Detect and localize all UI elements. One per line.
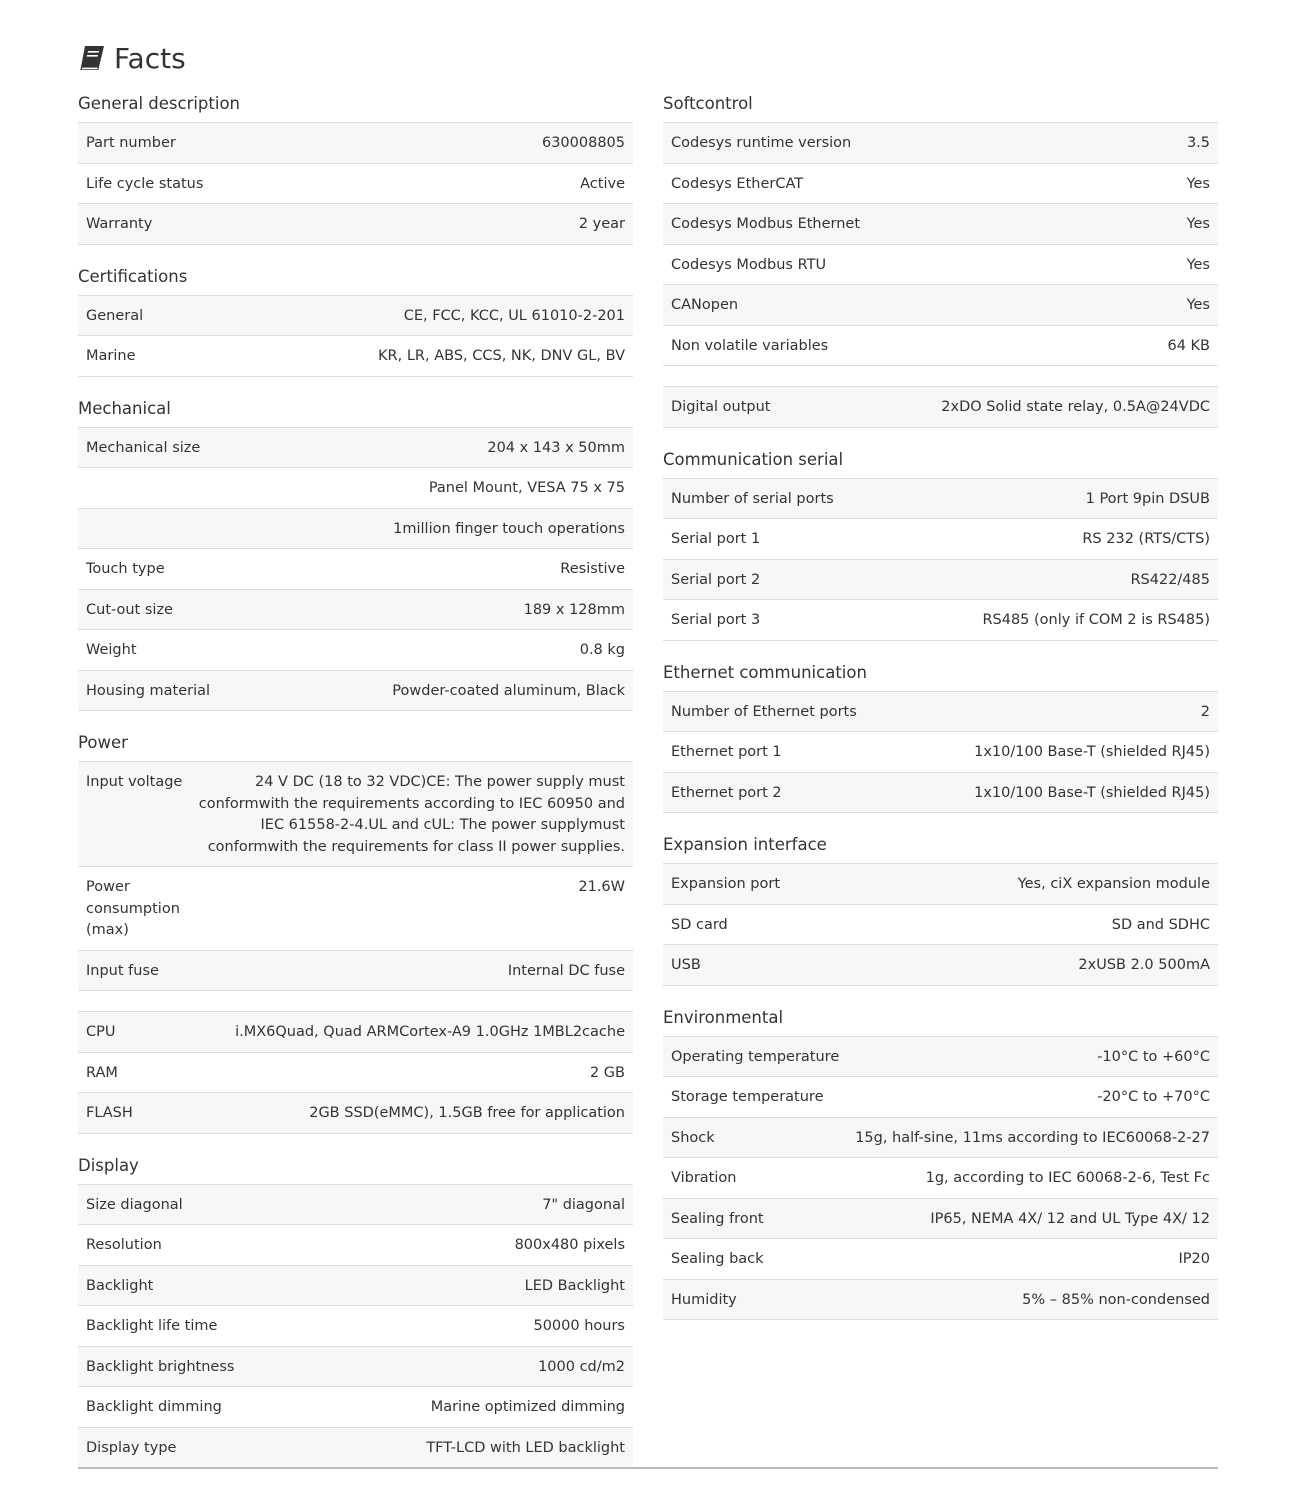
spec-row xyxy=(663,245,1218,286)
spec-value: 15g, half-sine, 11ms according to IEC60068-2-27 xyxy=(855,1129,1210,1146)
spec-value: 2 year xyxy=(578,216,625,232)
spec-label: Input voltage xyxy=(86,774,183,790)
spec-row xyxy=(663,285,1218,326)
spec-label: CANopen xyxy=(671,297,739,313)
spec-value: -10°C to +60°C xyxy=(1097,1048,1210,1065)
spec-table xyxy=(78,427,633,712)
spec-label: Ethernet port 1 xyxy=(671,744,782,760)
spec-label: Number of serial ports xyxy=(671,490,834,507)
spec-label: Non volatile variables xyxy=(671,337,829,354)
page-title-text: Facts xyxy=(114,41,186,75)
section-environmental xyxy=(663,1004,1218,1321)
spec-row xyxy=(663,732,1218,773)
spec-label: Serial port 2 xyxy=(671,571,761,588)
spec-row xyxy=(78,762,633,867)
section-group-4 xyxy=(78,1011,633,1134)
spec-label: Codesys Modbus Ethernet xyxy=(671,216,861,232)
right-column xyxy=(663,90,1218,1338)
section-display xyxy=(78,1152,633,1469)
spec-label: Display type xyxy=(86,1439,177,1456)
spec-label: Serial port 3 xyxy=(671,612,761,628)
spec-value: 630008805 xyxy=(541,135,625,151)
spec-value: RS422/485 xyxy=(1130,571,1210,588)
spec-row xyxy=(663,600,1218,641)
spec-row xyxy=(663,479,1218,520)
spec-value: 2xDO Solid state relay, 0.5A@24VDC xyxy=(941,399,1210,415)
spec-label: Touch type xyxy=(86,561,165,577)
spec-row xyxy=(78,1093,633,1134)
spec-value: Yes xyxy=(1186,256,1210,273)
spec-value: 64 KB xyxy=(1167,337,1210,354)
spec-label: Backlight dimming xyxy=(86,1399,222,1415)
section-title: Ethernet communication xyxy=(663,662,867,682)
section-general-description xyxy=(78,90,633,245)
spec-row xyxy=(78,1012,633,1053)
spec-value: Resistive xyxy=(560,561,625,577)
spec-row xyxy=(663,123,1218,164)
spec-label: Life cycle status xyxy=(86,175,204,192)
spec-label: Part number xyxy=(86,135,176,151)
spec-value: 2 GB xyxy=(589,1064,625,1081)
spec-value: LED Backlight xyxy=(524,1277,625,1294)
spec-table xyxy=(663,863,1218,986)
spec-value: Yes xyxy=(1186,216,1210,232)
spec-label: General xyxy=(86,307,144,324)
spec-row xyxy=(78,336,633,377)
spec-row xyxy=(78,951,633,992)
spec-value: TFT-LCD with LED backlight xyxy=(426,1439,625,1456)
spec-label: Backlight brightness xyxy=(86,1358,235,1375)
spec-label: Number of Ethernet ports xyxy=(671,703,857,720)
spec-label: Codesys EtherCAT xyxy=(671,175,804,192)
section-title: Communication serial xyxy=(663,449,844,469)
spec-row xyxy=(663,326,1218,367)
spec-label: Vibration xyxy=(671,1170,737,1186)
spec-label: Expansion port xyxy=(671,876,780,892)
section-title: General description xyxy=(78,94,241,113)
spec-value: 800x480 pixels xyxy=(514,1237,625,1253)
spec-value: KR, LR, ABS, CCS, NK, DNV GL, BV xyxy=(378,348,625,364)
spec-row xyxy=(663,1280,1218,1321)
spec-label: Shock xyxy=(671,1129,715,1146)
spec-value: 189 x 128mm xyxy=(523,601,625,618)
spec-value: Yes xyxy=(1186,175,1210,192)
spec-row xyxy=(78,1387,633,1428)
spec-value: 2xUSB 2.0 500mA xyxy=(1078,957,1210,973)
spec-value: SD and SDHC xyxy=(1111,916,1210,933)
section-communication-serial xyxy=(663,446,1218,641)
spec-table xyxy=(663,691,1218,814)
spec-label: Backlight life time xyxy=(86,1318,218,1334)
spec-label: Weight xyxy=(86,642,137,658)
spec-row xyxy=(663,773,1218,814)
spec-label: Backlight xyxy=(86,1277,154,1294)
spec-table xyxy=(78,1184,633,1469)
section-title: Mechanical xyxy=(78,398,171,418)
spec-label: USB xyxy=(671,957,701,973)
spec-value: 0.8 kg xyxy=(579,642,625,658)
spec-table xyxy=(663,122,1218,366)
spec-value: IP20 xyxy=(1178,1251,1210,1267)
spec-label: Resolution xyxy=(86,1237,162,1253)
section-title: Expansion interface xyxy=(663,835,827,854)
spec-label: Marine xyxy=(86,348,136,364)
spec-label: Housing material xyxy=(86,682,211,699)
spec-label: Operating temperature xyxy=(671,1048,840,1065)
spec-value: i.MX6Quad, Quad ARMCortex-A9 1.0GHz 1MBL2cache xyxy=(235,1024,625,1040)
spec-row xyxy=(663,519,1218,560)
spec-row xyxy=(78,1225,633,1266)
spec-row xyxy=(78,296,633,337)
spec-row xyxy=(78,1053,633,1094)
spec-value: Powder-coated aluminum, Black xyxy=(392,682,625,699)
spec-value: RS485 (only if COM 2 is RS485) xyxy=(982,612,1210,628)
spec-label: Humidity xyxy=(671,1291,737,1308)
section-title: Environmental xyxy=(663,1007,784,1027)
spec-label: Storage temperature xyxy=(671,1089,824,1105)
spec-row xyxy=(78,164,633,205)
spec-value: Marine optimized dimming xyxy=(430,1399,625,1415)
section-certifications xyxy=(78,263,633,377)
spec-value: 1000 cd/m2 xyxy=(538,1358,625,1375)
spec-value: Yes xyxy=(1186,297,1210,313)
spec-label: SD card xyxy=(671,916,728,933)
spec-row xyxy=(78,509,633,550)
section-title: Softcontrol xyxy=(663,94,753,113)
spec-table xyxy=(663,386,1218,428)
spec-value: 1x10/100 Base-T (shielded RJ45) xyxy=(974,744,1210,760)
section-power xyxy=(78,729,633,991)
section-ethernet-communication xyxy=(663,659,1218,814)
spec-row xyxy=(663,1118,1218,1159)
spec-label: Input fuse xyxy=(86,962,159,979)
spec-table xyxy=(78,761,633,991)
spec-label: Sealing back xyxy=(671,1251,764,1267)
spec-value: 7" diagonal xyxy=(542,1196,625,1213)
spec-row xyxy=(78,867,633,951)
page-title xyxy=(78,38,186,78)
spec-value: 204 x 143 x 50mm xyxy=(487,439,625,456)
spec-label: Serial port 1 xyxy=(671,531,761,547)
spec-label: RAM xyxy=(86,1064,118,1081)
spec-row xyxy=(78,428,633,469)
spec-row xyxy=(663,945,1218,986)
spec-value: 24 V DC (18 to 32 VDC)CE: The power supply must conformwith the requirements according to IEC 60950 and IEC 61558-2-4.UL and cUL: The power supplymust conformwith the requirements for class II power supplies. xyxy=(198,774,625,855)
spec-label: Size diagonal xyxy=(86,1196,183,1213)
spec-row xyxy=(663,164,1218,205)
spec-row xyxy=(663,1158,1218,1199)
spec-row xyxy=(663,864,1218,905)
spec-row xyxy=(78,204,633,245)
section-expansion-interface xyxy=(663,831,1218,986)
spec-table xyxy=(78,122,633,245)
book-icon xyxy=(78,44,106,72)
section-softcontrol xyxy=(663,90,1218,366)
spec-label: Digital output xyxy=(671,399,771,415)
spec-table xyxy=(663,1036,1218,1321)
spec-value: Internal DC fuse xyxy=(507,962,625,979)
bottom-divider xyxy=(78,1467,1218,1469)
spec-label: Power consumption (max) xyxy=(86,879,180,938)
spec-value: 1g, according to IEC 60068-2-6, Test Fc xyxy=(925,1170,1210,1186)
spec-label: Cut-out size xyxy=(86,601,173,618)
spec-row xyxy=(78,468,633,509)
spec-value: CE, FCC, KCC, UL 61010-2-201 xyxy=(403,307,625,324)
spec-label: Codesys runtime version xyxy=(671,135,852,151)
spec-label: Sealing front xyxy=(671,1210,764,1227)
left-column xyxy=(78,90,633,1486)
spec-row xyxy=(663,905,1218,946)
spec-row xyxy=(78,671,633,712)
spec-value: 50000 hours xyxy=(533,1318,625,1334)
spec-row xyxy=(78,123,633,164)
spec-row xyxy=(78,549,633,590)
section-title: Power xyxy=(78,733,128,752)
spec-row xyxy=(663,387,1218,428)
spec-row xyxy=(78,1428,633,1469)
spec-label: Codesys Modbus RTU xyxy=(671,256,827,273)
spec-value: 1million finger touch operations xyxy=(393,520,625,537)
spec-row xyxy=(78,1266,633,1307)
spec-row xyxy=(663,1037,1218,1078)
spec-value: Panel Mount, VESA 75 x 75 xyxy=(428,480,625,496)
spec-table xyxy=(78,1011,633,1134)
spec-value: 5% – 85% non-condensed xyxy=(1022,1291,1210,1308)
spec-value: -20°C to +70°C xyxy=(1097,1089,1210,1105)
spec-value: 2GB SSD(eMMC), 1.5GB free for application xyxy=(309,1105,625,1121)
spec-row xyxy=(663,692,1218,733)
spec-row xyxy=(663,1239,1218,1280)
spec-value: 3.5 xyxy=(1186,135,1210,151)
spec-row xyxy=(78,1306,633,1347)
spec-table xyxy=(663,478,1218,641)
spec-table xyxy=(78,295,633,377)
spec-row xyxy=(663,1077,1218,1118)
spec-value: 1x10/100 Base-T (shielded RJ45) xyxy=(974,784,1210,801)
spec-row xyxy=(78,1347,633,1388)
spec-row xyxy=(663,204,1218,245)
spec-row xyxy=(663,560,1218,601)
section-title: Display xyxy=(78,1155,139,1175)
spec-value: IP65, NEMA 4X/ 12 and UL Type 4X/ 12 xyxy=(930,1210,1210,1227)
spec-value: 2 xyxy=(1200,703,1210,720)
spec-label: CPU xyxy=(86,1024,116,1040)
spec-row xyxy=(78,590,633,631)
spec-label: Ethernet port 2 xyxy=(671,784,782,801)
spec-label: Mechanical size xyxy=(86,439,201,456)
spec-label: Warranty xyxy=(86,216,153,232)
spec-value: 21.6W xyxy=(578,879,625,895)
spec-row xyxy=(663,1199,1218,1240)
spec-label: FLASH xyxy=(86,1105,133,1121)
spec-row xyxy=(78,630,633,671)
section-mechanical xyxy=(78,395,633,712)
section-title: Certifications xyxy=(78,266,188,286)
spec-value: Active xyxy=(580,175,625,192)
spec-value: 1 Port 9pin DSUB xyxy=(1085,490,1210,507)
section-group-1 xyxy=(663,386,1218,428)
spec-value: RS 232 (RTS/CTS) xyxy=(1082,531,1210,547)
spec-value: Yes, ciX expansion module xyxy=(1017,876,1210,892)
spec-row xyxy=(78,1185,633,1226)
